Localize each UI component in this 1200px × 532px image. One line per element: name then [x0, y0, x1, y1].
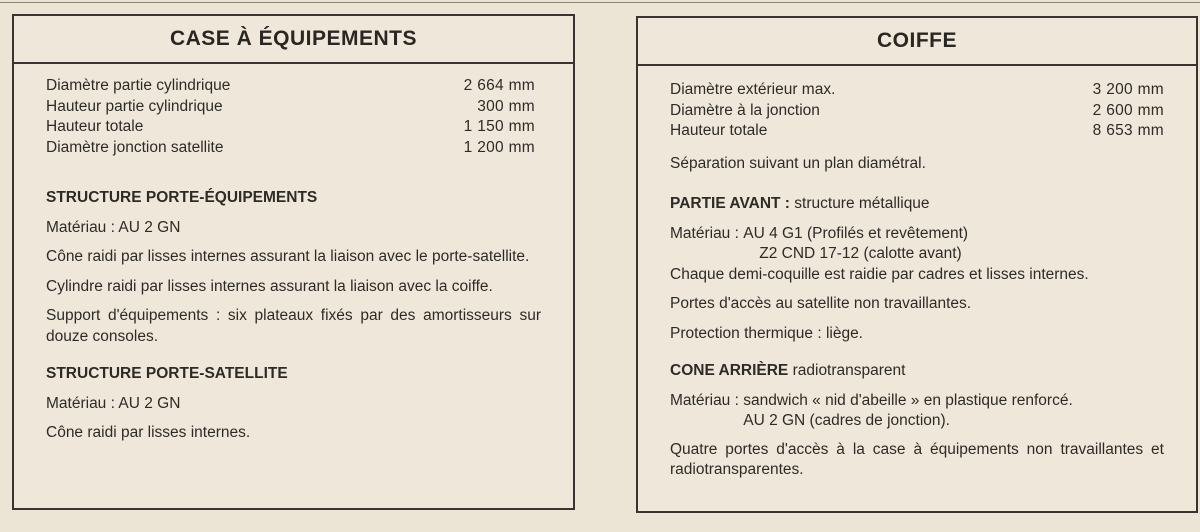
section-heading-sub: structure métallique	[794, 195, 930, 212]
dimension-row	[670, 121, 1164, 142]
section-heading: STRUCTURE PORTE-SATELLITE	[46, 365, 288, 382]
separation-note: Séparation suivant un plan diamétral.	[670, 154, 926, 172]
dimension-label: Hauteur partie cylindrique	[46, 97, 223, 115]
material-label: Matériau :	[670, 391, 744, 409]
section-heading-sub: radiotransparent	[792, 362, 906, 379]
material-line: AU 2 GN (cadres de jonction).	[743, 412, 950, 429]
dimension-value: 1 150 mm	[463, 118, 535, 135]
dimension-value: 3 200 mm	[1092, 81, 1164, 98]
dimension-value: 300 mm	[477, 97, 535, 115]
description-paragraph: Protection thermique : liège.	[670, 324, 863, 342]
section-heading	[670, 194, 1164, 215]
material-block	[670, 391, 1164, 432]
panel-title: CASE À ÉQUIPEMENTS	[14, 16, 573, 64]
dimension-row	[46, 138, 535, 159]
dimension-value: 8 653 mm	[1092, 122, 1164, 139]
description-paragraph: Support d'équipements : six plateaux fixés par des amortisseurs sur douze consoles.	[46, 307, 541, 345]
top-rule	[0, 2, 1200, 3]
dimension-value: 1 200 mm	[463, 138, 535, 156]
material-line: Z2 CND 17-12 (calotte avant)	[759, 245, 962, 262]
dimension-row	[46, 117, 535, 138]
dimension-value: 2 664 mm	[463, 77, 535, 94]
panel-title: COIFFE	[638, 18, 1196, 66]
dimensions-table	[670, 80, 1164, 142]
material-line: Matériau : AU 2 GN	[46, 394, 181, 412]
dimension-row	[46, 76, 535, 97]
section-heading	[670, 361, 1164, 382]
description-paragraph: Cône raidi par lisses internes assurant la liaison avec le porte-satellite.	[46, 248, 530, 265]
fairing-panel	[636, 16, 1198, 513]
description-paragraph: Cône raidi par lisses internes.	[46, 424, 251, 441]
dimension-label: Diamètre extérieur max.	[670, 81, 836, 98]
material-line: Matériau : AU 2 GN	[46, 218, 181, 236]
description-paragraph: Chaque demi-coquille est raidie par cadres et lisses internes.	[670, 265, 1089, 283]
material-block	[670, 224, 1164, 265]
material-label: Matériau :	[670, 224, 744, 242]
equipment-bay-panel	[12, 14, 575, 510]
description-paragraph: Cylindre raidi par lisses internes assurant la liaison avec la coiffe.	[46, 277, 493, 295]
dimension-row	[46, 97, 535, 118]
dimension-label: Hauteur totale	[46, 118, 144, 135]
dimension-label: Diamètre partie cylindrique	[46, 77, 231, 94]
dimension-label: Diamètre jonction satellite	[46, 138, 224, 156]
dimension-row	[670, 80, 1164, 101]
material-line: AU 4 G1 (Profilés et revêtement)	[743, 224, 969, 242]
section-heading-bold: PARTIE AVANT :	[670, 195, 790, 212]
description-paragraph: Portes d'accès au satellite non travaillantes.	[670, 295, 972, 312]
dimension-label: Diamètre à la jonction	[670, 101, 820, 119]
dimensions-table	[46, 76, 541, 158]
section-heading-bold: CONE ARRIÈRE	[670, 362, 789, 379]
section-heading: STRUCTURE PORTE-ÉQUIPEMENTS	[46, 189, 318, 206]
dimension-row	[670, 101, 1164, 122]
dimension-value: 2 600 mm	[1092, 101, 1164, 119]
material-line: sandwich « nid d'abeille » en plastique renforcé.	[743, 391, 1073, 409]
dimension-label: Hauteur totale	[670, 122, 768, 139]
description-paragraph: Quatre portes d'accès à la case à équipements non travaillantes et radiotransparentes.	[670, 440, 1164, 478]
